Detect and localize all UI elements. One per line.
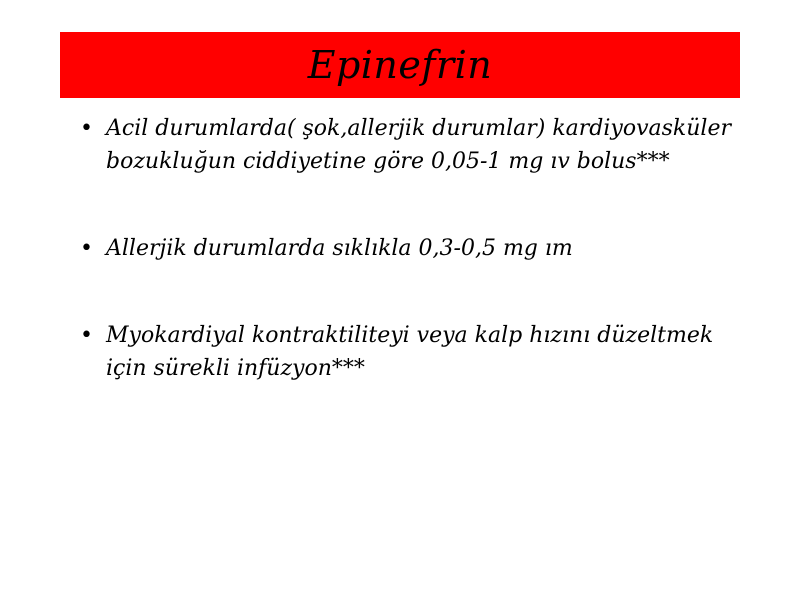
bullet-marker: • [80,236,93,261]
slide-title: Epinefrin [307,43,493,87]
bullet-item [78,112,738,178]
bullet-marker: • [80,323,93,348]
title-bar [60,32,740,98]
bullet-item [78,232,738,265]
bullet-item [78,319,738,385]
bullet-marker: • [80,116,93,141]
bullet-text: Allerjik durumlarda sıklıkla 0,3-0,5 mg ım [106,236,573,261]
bullet-text: Acil durumlarda( şok,allerjik durumlar) kardiyovasküler bozukluğun ciddiyetine göre 0,05-1 mg ıv bolus*** [106,116,731,174]
bullet-list [78,112,738,385]
bullet-text: Myokardiyal kontraktiliteyi veya kalp hızını düzeltmek için sürekli infüzyon*** [106,323,714,381]
